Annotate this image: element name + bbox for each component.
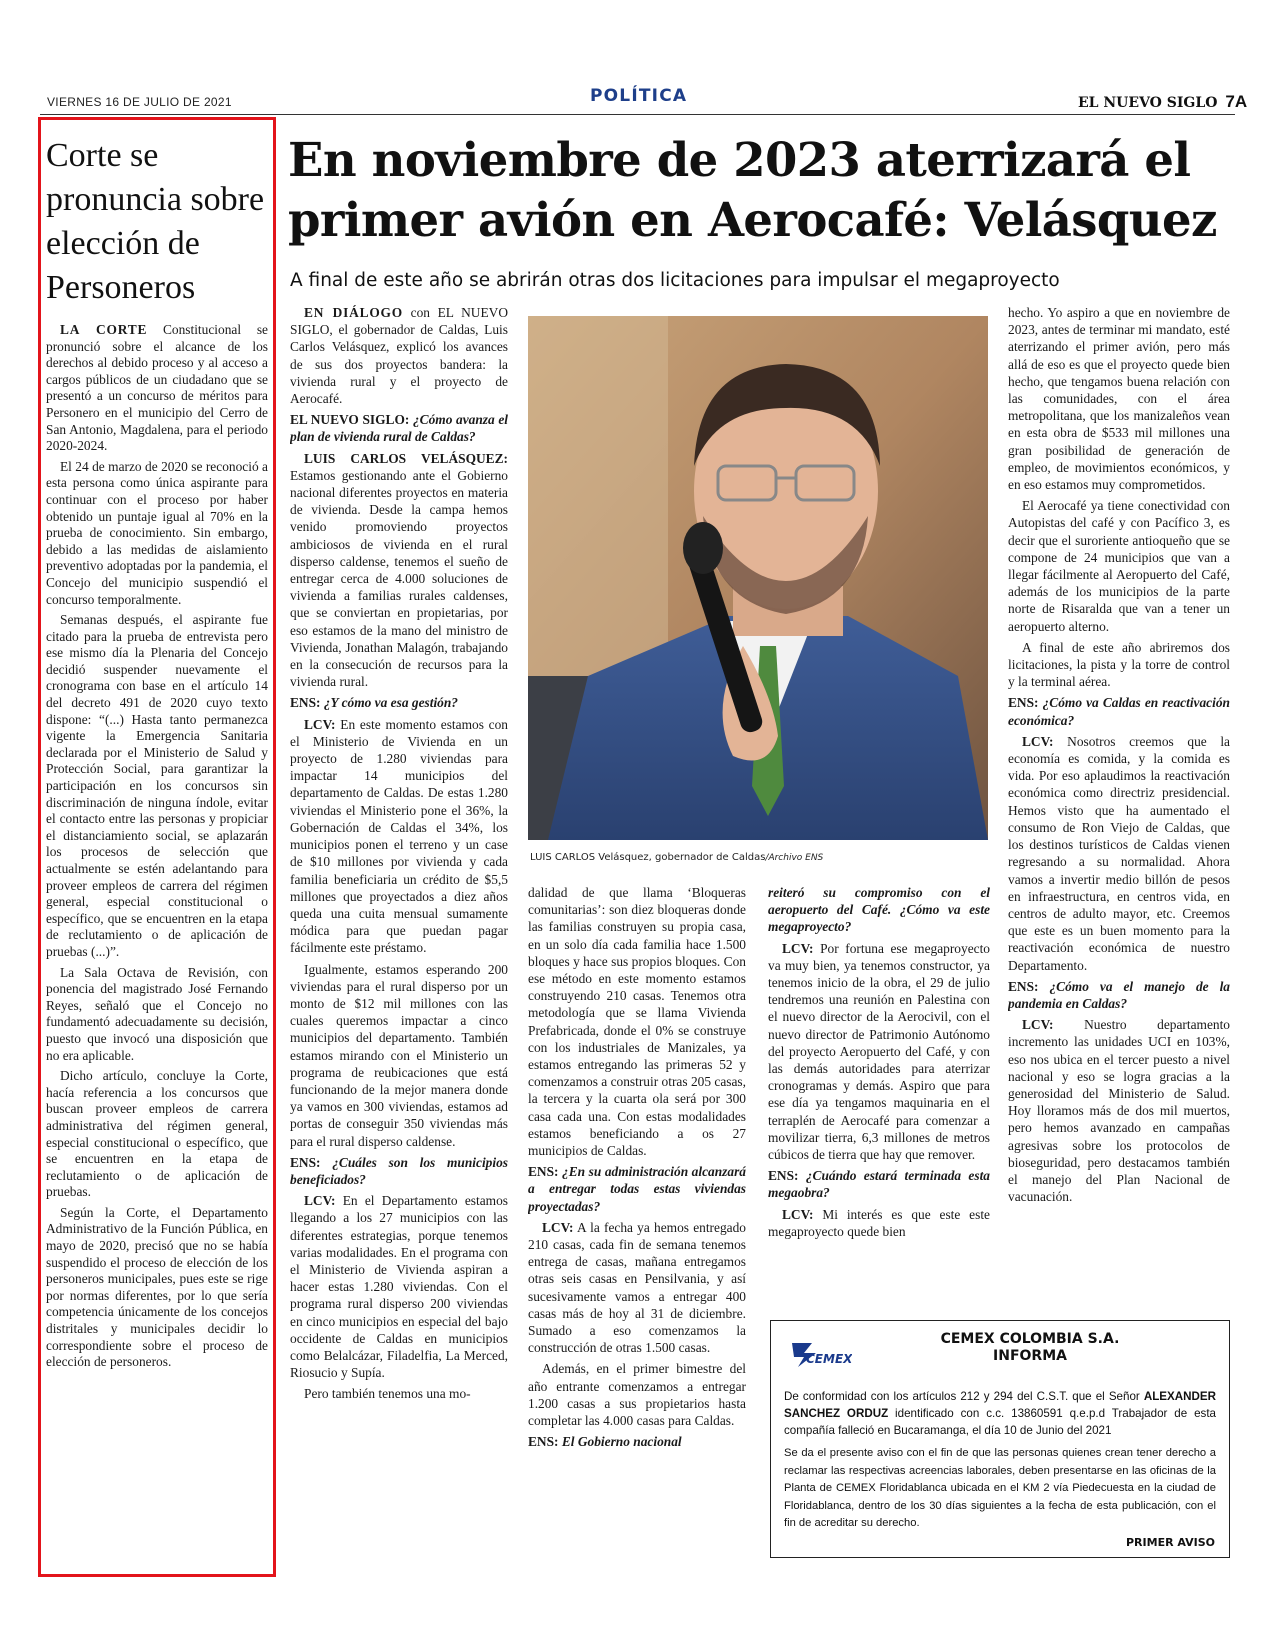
- paragraph-text: Igualmente, estamos esperando 200 viviendas para el rural disperso por un monto de $12 mil millones con las cuales queremos impactar a cinco municipios del departamento. También estamos mirando con el Ministerio un programa de reubicaciones que está funcionando de la mejor manera donde ya vamos en 300 viviendas, estamos ad portas de conseguir 350 viviendas más para el rural disperso caldense.: [290, 961, 508, 1149]
- brand-name: EL NUEVO SIGLO: [1078, 95, 1218, 111]
- governor-photo-illustration: [528, 316, 988, 840]
- article-paragraph: [1008, 733, 1230, 974]
- article-paragraph: [290, 716, 508, 957]
- paragraph-text: A final de este año abriremos dos licitaciones, la pista y la torre de control y la terminal aérea.: [1008, 639, 1230, 690]
- answer-speaker: LCV:: [304, 716, 336, 732]
- ad-paragraph-2: Se da el presente aviso con el fin de que las personas quienes crean tener derecho a reclamar las respectivas acreencias laborales, deben presentarse en las oficinas de la Planta de CEMEX Floridablanca ubicada en el KM 2 vía Piedecuesta en la ciudad de Floridablanca, dentro de los 30 días siguientes a la fecha de esta publicación, con el fin de acreditar su derecho.: [784, 1447, 1216, 1529]
- article-paragraph: [528, 1360, 746, 1429]
- question-speaker: ENS:: [768, 1168, 799, 1184]
- article-paragraph: [290, 961, 508, 1150]
- paragraph-text: El Aerocafé ya tiene conectividad con Autopistas del café y con Pacífico 3, es decir que el suroriente antioqueño que se compone de 24 municipios que van a llegar fácilmente al Aeropuerto del Café, además de los municipios de la parte norte de Risaralda que van a tener un aeropuerto alterno.: [1008, 498, 1230, 634]
- cemex-logo: [786, 1333, 852, 1371]
- answer-speaker: LCV:: [542, 1219, 574, 1235]
- article-paragraph: [528, 1219, 746, 1357]
- article-column-2: [528, 884, 746, 1564]
- interview-question: [1008, 694, 1230, 728]
- question-speaker: ENS:: [1008, 695, 1039, 711]
- section-label: POLÍTICA: [590, 86, 688, 106]
- article-paragraph: [290, 304, 508, 407]
- caption-text: LUIS CARLOS Velásquez, gobernador de Caldas: [530, 852, 766, 863]
- interview-question: [1008, 978, 1230, 1012]
- question-speaker: ENS:: [290, 1154, 321, 1170]
- paragraph-text: ¿Cómo va el manejo de la pandemia en Caldas?: [1008, 978, 1230, 1011]
- article-paragraph: [1008, 497, 1230, 635]
- sidebar-body: [46, 322, 268, 1375]
- paragraph-text: ¿En su administración alcanzará a entregar todas estas viviendas proyectadas?: [528, 1164, 746, 1214]
- ad-title-line-2: INFORMA: [993, 1348, 1067, 1364]
- governor-photo: [528, 316, 988, 840]
- sidebar-paragraph-text: El 24 de marzo de 2020 se reconoció a esta persona como única aspirante para continuar con el proceso por haber obtenido un puntaje igual al 70% en la prueba de conocimiento. Sin embargo, debido a las medidas de aislamiento preventivo adoptadas por la pandemia, el Concejo del municipio suspendió el concurso temporalmente.: [46, 458, 268, 607]
- paragraph-text: ¿Cómo avanza el plan de vivienda rural de Caldas?: [290, 412, 508, 445]
- paragraph-text: En el Departamento estamos llegando a los 27 municipios con las diferentes estrategias, porque tenemos varias modalidades. En el programa con el Ministerio de Vivienda aspiran a hacer estas 1.280 viviendas. Con el programa rural disperso 200 viviendas en cinco municipios en especial del bajo occidente de Caldas en municipios como Belalcázar, Filadelfia, La Merced, Riosucio y Supía.: [290, 1193, 508, 1381]
- paragraph-text: Nuestro departamento incremento las unidades UCI en 103%, eso nos ubica en el tercer puesto a nivel nacional y eso se logra gracias a la generosidad del Ministerio de Salud. Hoy lloramos más de dos mil muertos, pero hemos avanzado en campañas agresivas sobre los protocolos de bioseguridad, pero destacamos también el manejo del Plan Nacional de vacunación.: [1008, 1017, 1230, 1205]
- interview-question: [290, 411, 508, 445]
- paragraph-text: dalidad de que llama ‘Bloqueras comunitarias’: son diez bloqueras donde las familias construyen su propia casa, en un solo día cada familia hace 1.500 bloques y hace sus propios bloques. Con ese método en este momento estamos construyendo 210 casas. Tenemos otra metodología que se llama Vivienda Prefabricada, donde el 0% se construye con los industriales de Manizales, ya estamos entregando las primeras 52 y comenzamos a construir otras 205 casas, la tercera y la cuarta ola será por 300 casa cada una. Con estas modalidades estamos beneficiando a os 27 municipios de Caldas.: [528, 885, 746, 1159]
- interview-question: [528, 1163, 746, 1215]
- interview-question: [768, 884, 990, 936]
- article-column-3: [768, 884, 990, 1364]
- ad-p1-end: identificado con c.c. 13860591 q.e.p.d Trabajador de esta compañía falleció en Bucaramanga, el día 10 de Junio del 2021: [784, 1407, 1216, 1437]
- sidebar-paragraph: [46, 322, 268, 455]
- sidebar-title: Corte se pronuncia sobre elección de Personeros: [46, 137, 265, 306]
- answer-speaker: LCV:: [1022, 733, 1054, 749]
- paragraph-text: Estamos gestionando ante el Gobierno nacional diferentes proyectos en materia de vivienda. Desde la campa hemos venido promoviendo proyectos ambiciosos de vivienda en el rural disperso caldense, tenemos el sueño de entregar cerca de 4.000 soluciones de vivienda a familias rurales caldenses, que se conviertan en propietarias, por eso estamos de la mano del ministro de Vivienda, Jonathan Malagón, trabajando en la consecución de recursos para la vivienda rural.: [290, 467, 508, 690]
- paragraph-text: ¿Cuándo estará terminada esta megaobra?: [768, 1168, 990, 1201]
- paragraph-text: Además, en el primer bimestre del año entrante comenzamos a entregar 1.200 casas a sus propietarios hasta completar las 4.000 casas para Caldas.: [528, 1361, 746, 1429]
- sidebar-paragraph-text: Semanas después, el aspirante fue citado para la prueba de entrevista pero ese mismo día la Plenaria del Concejo decidió suspender nuevamente el cronograma con base en el artículo 14 del decreto 491 de 2020 cuyo texto dispone: “(...) Hasta tanto permanezca vigente la Emergencia Sanitaria declarada por el Ministerio de Salud y Protección Social, para garantizar la participación en los concursos sin discriminación de ninguna índole, evitar el contacto entre las personas y propiciar el distanciamiento social, se aplazarán los procesos de selección que actualmente se estén adelantando para proveer empleos de carrera del régimen general, especial constitucional o específico, que se encuentren en la etapa de reclutamiento o de aplicación de pruebas (...)”.: [46, 612, 268, 959]
- question-speaker: ENS:: [290, 695, 321, 711]
- paragraph-text: ¿Cómo va Caldas en reactivación económica?: [1008, 695, 1230, 728]
- paragraph-text: En este momento estamos con el Ministerio de Vivienda en un proyecto de 1.280 viviendas para impactar 14 municipios del departamento de Caldas. De estas 1.280 viviendas el Ministerio pone el 36%, la Gobernación de Caldas el 34%, los municipios ponen el terreno y un case de $10 millones por vivienda y cada familia beneficiaria un crédito de $5,5 millones que proyectados a diez años queda una cuita mensual sumamente módica para que puedan pagar fácilmente este préstamo.: [290, 716, 508, 956]
- paragraph-text: ¿Y cómo va esa gestión?: [320, 695, 458, 711]
- article-subhead: A final de este año se abrirán otras dos licitaciones para impulsar el megaproyecto: [290, 270, 1060, 291]
- question-speaker: ENS:: [528, 1434, 559, 1450]
- article-paragraph: [1008, 1016, 1230, 1205]
- sidebar-paragraph: [46, 965, 268, 1065]
- article-paragraph: [768, 940, 990, 1164]
- cemex-logo-text: CEMEX: [806, 1352, 852, 1366]
- article-headline: En noviembre de 2023 aterrizará el primer avión en Aerocafé: Velásquez: [288, 132, 1217, 247]
- masthead-brand: [1078, 92, 1247, 112]
- interview-question: [290, 694, 508, 711]
- paragraph-text: A la fecha ya hemos entregado 210 casas, cada fin de semana tenemos entrega de casas, mañana entregamos otras seis casas en Pensilvania, y así sucesivamente vamos a entregar 400 casas más de hoy al 31 de diciembre. Sumado a eso comenzamos la construcción de otras 1.500 casas.: [528, 1219, 746, 1356]
- ad-title: [860, 1331, 1200, 1365]
- article-kicker: EN DIÁLOGO: [304, 305, 403, 320]
- article-paragraph: [528, 884, 746, 1159]
- question-speaker: ENS:: [1008, 978, 1039, 994]
- paragraph-text: con EL NUEVO SIGLO, el gobernador de Caldas, Luis Carlos Velásquez, explicó los avances de sus dos proyectos bandera: la vivienda rural y el proyecto de Aerocafé.: [290, 305, 508, 407]
- sidebar-paragraph-text: La Sala Octava de Revisión, con ponencia del magistrado José Fernando Reyes, señaló que el Concejo no fundamentó adecuadamente su decisión, puesto que invocó una disposición que no era aplicable.: [46, 964, 268, 1063]
- photo-caption: [530, 852, 990, 863]
- sidebar-paragraph: [46, 1205, 268, 1371]
- page-date: VIERNES 16 DE JULIO DE 2021: [47, 95, 232, 109]
- sidebar-paragraph-text: Según la Corte, el Departamento Administrativo de la Función Pública, en mayo de 2020, precisó que no se había suspendido el proceso de elección de los personeros municipales, pues este se rige por normas diferentes, por lo que sería competencia únicamente de los concejos distritales y municipales decidir lo correspondiente sobre el proceso de elección de personeros.: [46, 1204, 268, 1370]
- sidebar-paragraph-text: Constitucional se pronunció sobre el alcance de los derechos al debido proceso y al acceso a cargos públicos de un ciudadano que se presentó a un concurso de méritos para Personero en el municipio del Cerro de San Antonio, Magdalena, para el periodo 2020-2024.: [46, 322, 268, 454]
- paragraph-text: Por fortuna ese megaproyecto va muy bien, ya tenemos constructor, ya tenemos inicio de la obra, el 29 de julio tendremos una reunión en Palestina con el nuevo director de la Aerocivil, con el nuevo director de Patrimonio Autónomo del proyecto Aeropuerto del Café, y con las demás autoridades para aterrizar cronogramas y demás. Aspiro que para ese día ya tengamos maquinaria en el terraplén de Aerocafé para comenzar a movilizar tierra, 6,3 millones de metros cúbicos de tierra que hay que remover.: [768, 940, 990, 1163]
- ad-title-line-1: CEMEX COLOMBIA S.A.: [940, 1331, 1120, 1347]
- sidebar-paragraph: [46, 459, 268, 608]
- header-rule: [40, 114, 1235, 115]
- article-paragraph: [290, 1192, 508, 1381]
- article-paragraph: [1008, 304, 1230, 493]
- paragraph-text: hecho. Yo aspiro a que en noviembre de 2023, antes de terminar mi mandato, esté aterrizando el primer avión, pero más allá de eso es que el proyecto quede bien hecho, que tengamos buena relación con las comunidades, con el área metropolitana, que los manizaleños vean en esta obra de $533 mil millones una gran posibilidad de generación de empleo, de movimientos económicos, y en eso estamos muy comprometidos.: [1008, 305, 1230, 493]
- question-speaker: EL NUEVO SIGLO:: [290, 412, 410, 428]
- answer-speaker: LCV:: [782, 1206, 814, 1222]
- article-column-4: [1008, 304, 1230, 1294]
- interview-question: [768, 1167, 990, 1201]
- paragraph-text: El Gobierno nacional: [558, 1434, 682, 1450]
- cemex-logo-icon: [786, 1333, 852, 1371]
- paragraph-text: Mi interés es que este este megaproyecto quede bien: [768, 1206, 990, 1239]
- article-paragraph: [1008, 639, 1230, 691]
- article-paragraph: [768, 1206, 990, 1240]
- page-number: 7A: [1225, 92, 1248, 111]
- paragraph-text: Pero también tenemos una mo-: [304, 1386, 471, 1402]
- article-column-1: [290, 304, 508, 1554]
- answer-speaker: LCV:: [1022, 1017, 1054, 1033]
- article-paragraph: [290, 1385, 508, 1402]
- ad-p1-name: ALEXANDER SANCHEZ ORDUZ: [784, 1390, 1216, 1420]
- interview-question: [528, 1433, 746, 1450]
- sidebar-paragraph: [46, 1068, 268, 1201]
- answer-speaker: LCV:: [782, 940, 814, 956]
- paragraph-text: reiteró su compromiso con el aeropuerto del Café. ¿Cómo va este megaproyecto?: [768, 885, 990, 935]
- interview-question: [290, 1154, 508, 1188]
- article-paragraph: [290, 450, 508, 691]
- paragraph-text: ¿Cuáles son los municipios beneficiados?: [290, 1154, 508, 1187]
- sidebar-paragraph-text: Dicho artículo, concluye la Corte, hacía referencia a los concursos que buscan proveer empleos de carrera administrativa del régimen general, especial constitucional o específico, que se encuentren en la etapa de reclutamiento o de aplicación de pruebas.: [46, 1068, 268, 1200]
- sidebar-kicker: LA CORTE: [60, 322, 148, 337]
- ad-footer: PRIMER AVISO: [1126, 1536, 1216, 1549]
- ad-paragraph-1: [784, 1388, 1216, 1439]
- answer-speaker: LCV:: [304, 1193, 336, 1209]
- paragraph-text: Nosotros creemos que la economía es comida, y la comida es vida. Por eso aplaudimos la reactivación económica como directriz presidencial. Hemos visto que ha aumentado el consumo de Ron Viejo de Caldas, que los destinos turísticos de Caldas vienen regresando a su normalidad. Ahora vamos a invertir medio billón de pesos en infraestructura, en centros vida, en centros de adulto mayor, etc. Creemos que este es un buen momento para la reactivación económica de nuestro Departamento.: [1008, 733, 1230, 973]
- answer-speaker: LUIS CARLOS VELÁSQUEZ:: [304, 450, 508, 466]
- ad-p1-start: De conformidad con los artículos 212 y 294 del C.S.T. que el Señor: [784, 1390, 1144, 1403]
- question-speaker: ENS:: [528, 1164, 559, 1180]
- caption-credit: /Archivo ENS: [765, 853, 824, 863]
- sidebar-paragraph: [46, 612, 268, 960]
